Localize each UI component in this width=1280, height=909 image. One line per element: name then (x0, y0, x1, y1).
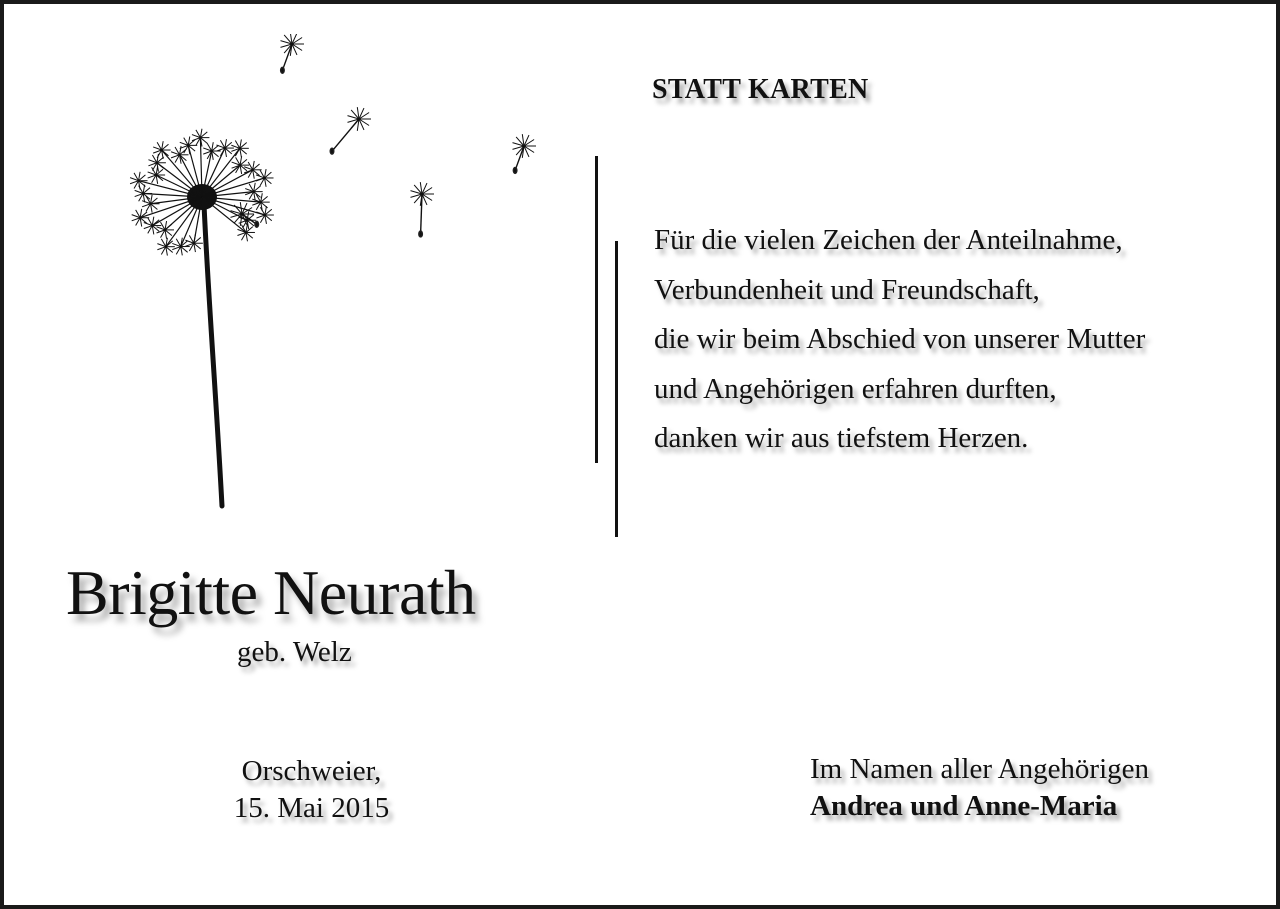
signature (810, 751, 1149, 825)
heading: STATT KARTEN (652, 74, 869, 105)
place: Orschweier, (241, 755, 382, 787)
date: 15. Mai 2015 (233, 792, 390, 824)
deceased-name: Brigitte Neurath (66, 557, 476, 628)
birth-name: geb. Welz (237, 636, 352, 668)
message-line: Verbundenheit und Freundschaft, (654, 273, 1040, 306)
signature-intro: Im Namen aller Angehörigen (810, 753, 1150, 785)
divider-line (615, 241, 618, 537)
message-line: Für die vielen Zeichen der Anteilnahme, (654, 224, 1123, 256)
place-date (204, 753, 419, 827)
message-line: und Angehörigen erfahren durften, (654, 372, 1057, 405)
signature-names: Andrea und Anne-Maria (810, 790, 1118, 822)
message-line: danken wir aus tiefstem Herzen. (654, 422, 1029, 454)
message-line: die wir beim Abschied von unserer Mutter (654, 323, 1146, 355)
thank-you-message (654, 216, 1145, 464)
divider-line (595, 156, 598, 463)
dandelion-icon (124, 34, 564, 514)
